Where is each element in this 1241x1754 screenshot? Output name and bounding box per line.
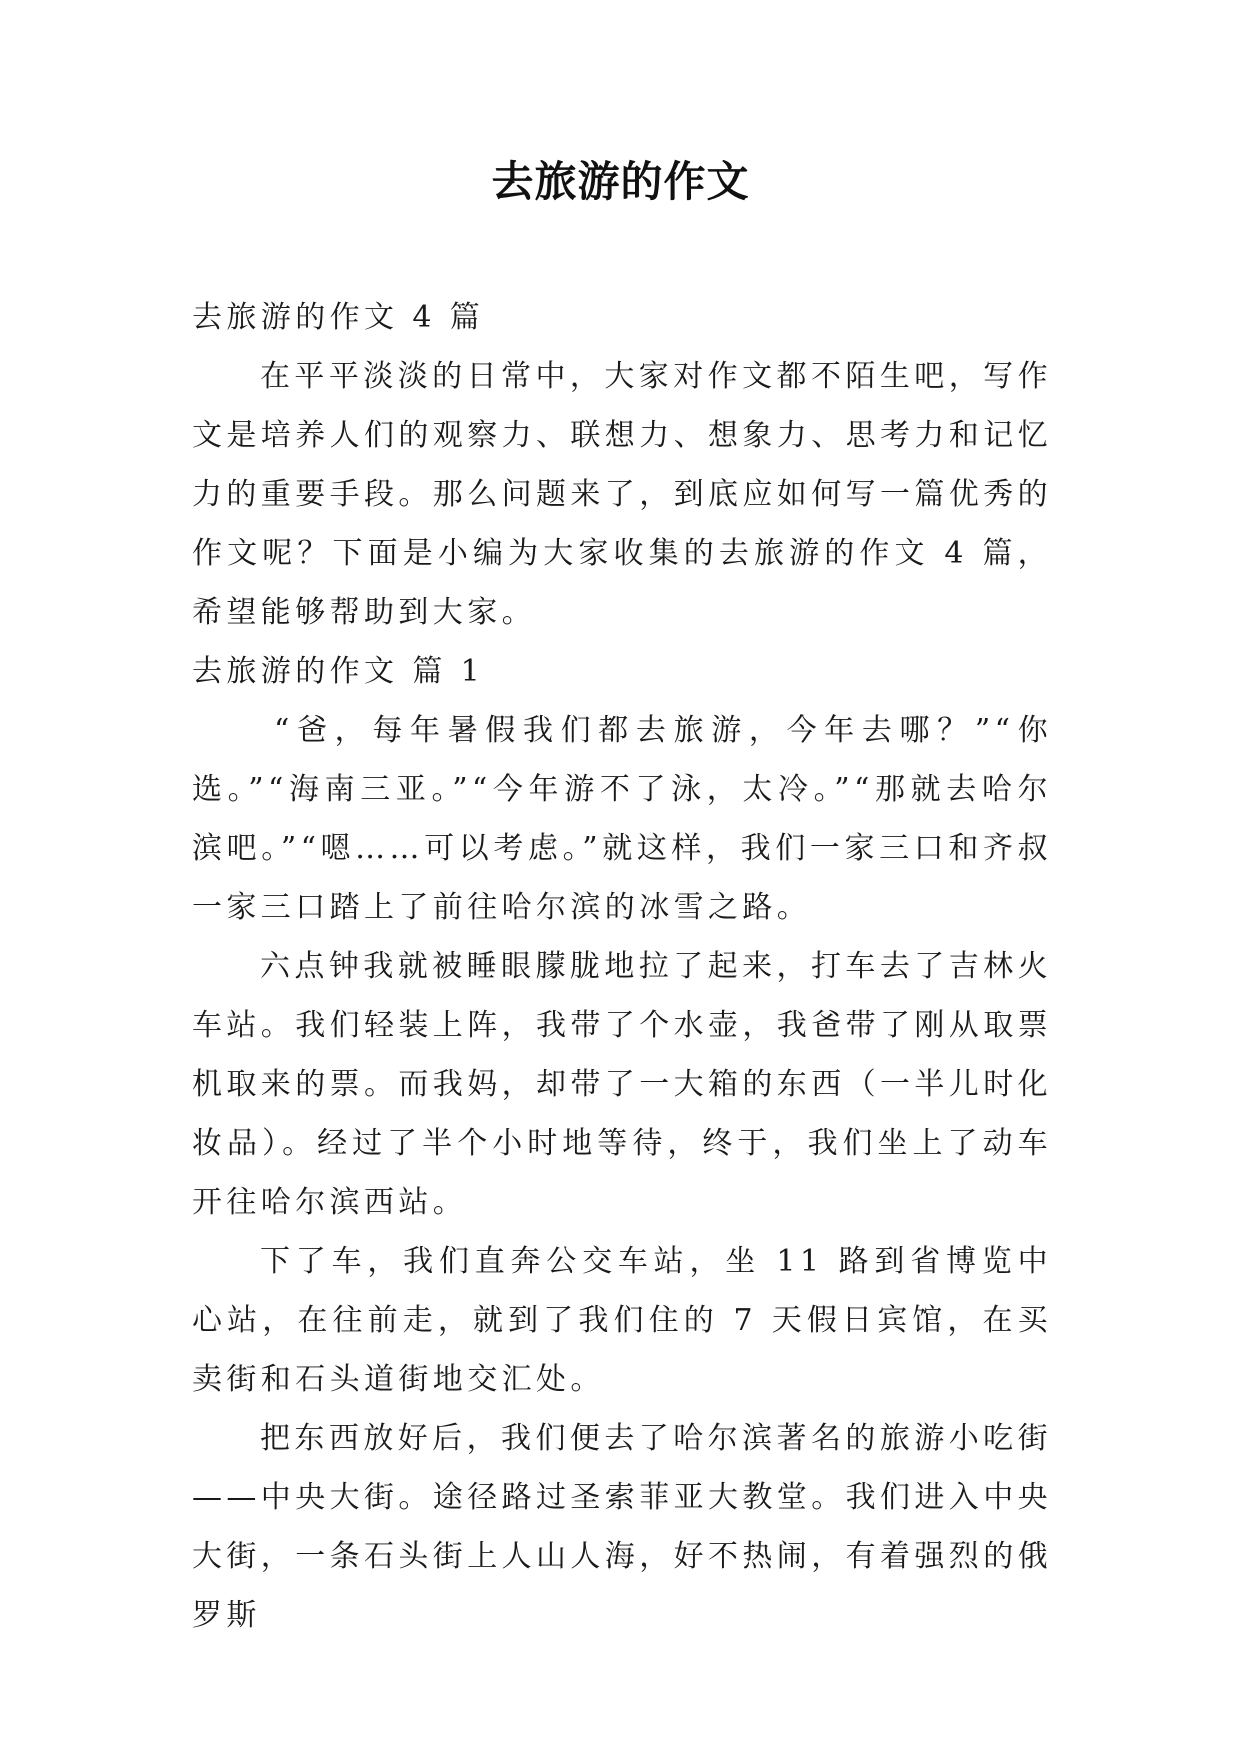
paragraph-bus: 下了车，我们直奔公交车站，坐 11 路到省博览中心站，在往前走，就到了我们住的 7 天假日宾馆，在买卖街和石头道街地交汇处。 (192, 1244, 1052, 1397)
section-heading-intro: 去旅游的作文 4 篇 (192, 300, 485, 335)
document-title: 去旅游的作文 (491, 157, 750, 206)
paragraph-dialogue: “爸，每年暑假我们都去旅游，今年去哪？”“你选。”“海南三亚。”“今年游不了泳，太冷。”“那就去哈尔滨吧。”“嗯……可以考虑。”就这样，我们一家三口和齐叔一家三口踏上了前往哈尔滨的冰雪之路。 (192, 713, 1052, 925)
paragraph-intro: 在平平淡淡的日常中，大家对作文都不陌生吧，写作文是培养人们的观察力、联想力、想象力、思考力和记忆力的重要手段。那么问题来了，到底应如何写一篇优秀的作文呢？下面是小编为大家收集的去旅游的作文 4 篇，希望能够帮助到大家。 (192, 359, 1052, 630)
paragraph-central-street: 把东西放好后，我们便去了哈尔滨著名的旅游小吃街——中央大街。途径路过圣索菲亚大教堂。我们进入中央大街，一条石头街上人山人海，好不热闹，有着强烈的俄罗斯 (192, 1421, 1052, 1633)
section-heading-essay-1: 去旅游的作文 篇 1 (192, 654, 485, 689)
document-body (192, 288, 1052, 1645)
paragraph-morning: 六点钟我就被睡眼朦胧地拉了起来，打车去了吉林火车站。我们轻装上阵，我带了个水壶，我爸带了刚从取票机取来的票。而我妈，却带了一大箱的东西（一半儿时化妆品）。经过了半个小时地等待，终于，我们坐上了动车开往哈尔滨西站。 (192, 949, 1052, 1220)
